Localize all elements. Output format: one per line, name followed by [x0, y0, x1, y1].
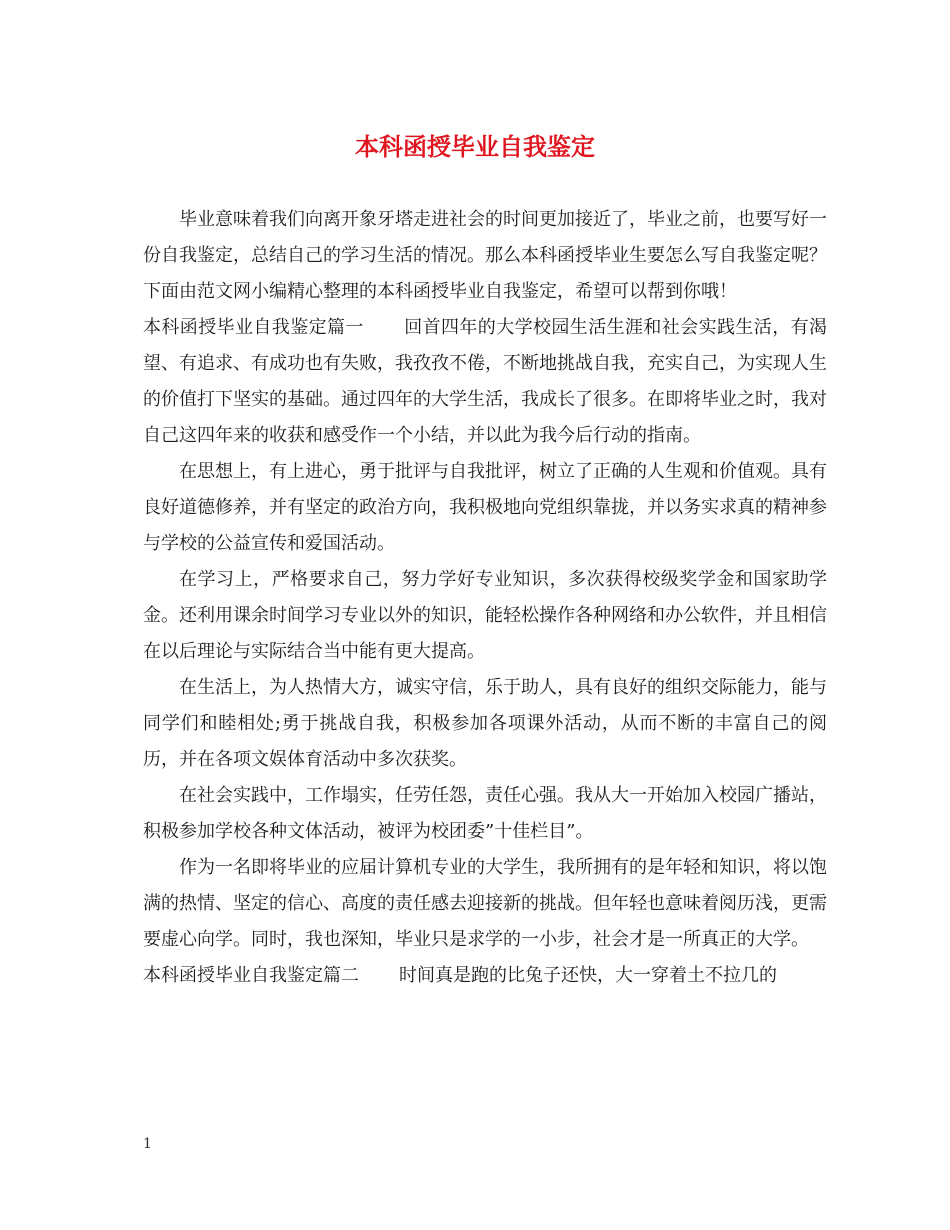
intro-paragraph: 毕业意味着我们向离开象牙塔走进社会的时间更加接近了，毕业之前，也要写好一份自我鉴定，总结自己的学习生活的情况。那么本科函授毕业生要怎么写自我鉴定呢？下面由范文网小编精心整理的本科函授毕业自我鉴定，希望可以帮到你哦！: [143, 209, 827, 302]
page-number: 1: [143, 1136, 152, 1152]
practice-paragraph: 在社会实践中，工作塌实，任劳任怨，责任心强。我从大一开始加入校园广播站，积极参加学校各种文体活动，被评为校团委”十佳栏目”。: [143, 785, 827, 842]
ideology-paragraph: 在思想上，有上进心，勇于批评与自我批评，树立了正确的人生观和价值观。具有良好道德修养，并有坚定的政治方向，我积极地向党组织靠拢，并以务实求真的精神参与学校的公益宣传和爱国活动。: [143, 461, 827, 554]
section-one-lead-paragraph: [143, 310, 827, 454]
section-one-lead-text: 回首四年的大学校园生活生涯和社会实践生活，有渴望、有追求、有成功也有失败，我孜孜不倦，不断地挑战自我，充实自己，为实现人生的价值打下坚实的基础。通过四年的大学生活，我成长了很多。在即将毕业之时，我对自己这四年来的收获和感受作一个小结，并以此为我今后行动的指南。: [143, 317, 828, 446]
conclusion-paragraph: 作为一名即将毕业的应届计算机专业的大学生，我所拥有的是年轻和知识，将以饱满的热情、坚定的信心、高度的责任感去迎接新的挑战。但年轻也意味着阅历浅，更需要虚心向学。同时，我也深知，毕业只是求学的一小步，社会才是一所真正的大学。: [143, 857, 827, 950]
study-paragraph: 在学习上，严格要求自己，努力学好专业知识，多次获得校级奖学金和国家助学金。还利用课余时间学习专业以外的知识，能轻松操作各种网络和办公软件，并且相信在以后理论与实际结合当中能有更大提高。: [143, 569, 827, 662]
document-title: 本科函授毕业自我鉴定: [355, 132, 595, 161]
life-paragraph: 在生活上，为人热情大方，诚实守信，乐于助人，具有良好的组织交际能力，能与同学们和睦相处;勇于挑战自我，积极参加各项课外活动，从而不断的丰富自己的阅历，并在各项文娱体育活动中多次获奖。: [143, 677, 827, 770]
section-two-lead-paragraph: [143, 958, 827, 994]
section-one-heading: 本科函授毕业自我鉴定篇一: [143, 317, 364, 338]
section-two-lead-text: 时间真是跑的比兔子还快，大一穿着土不拉几的: [399, 965, 777, 986]
document-body: [143, 202, 827, 994]
section-two-heading: 本科函授毕业自我鉴定篇二: [143, 965, 359, 986]
